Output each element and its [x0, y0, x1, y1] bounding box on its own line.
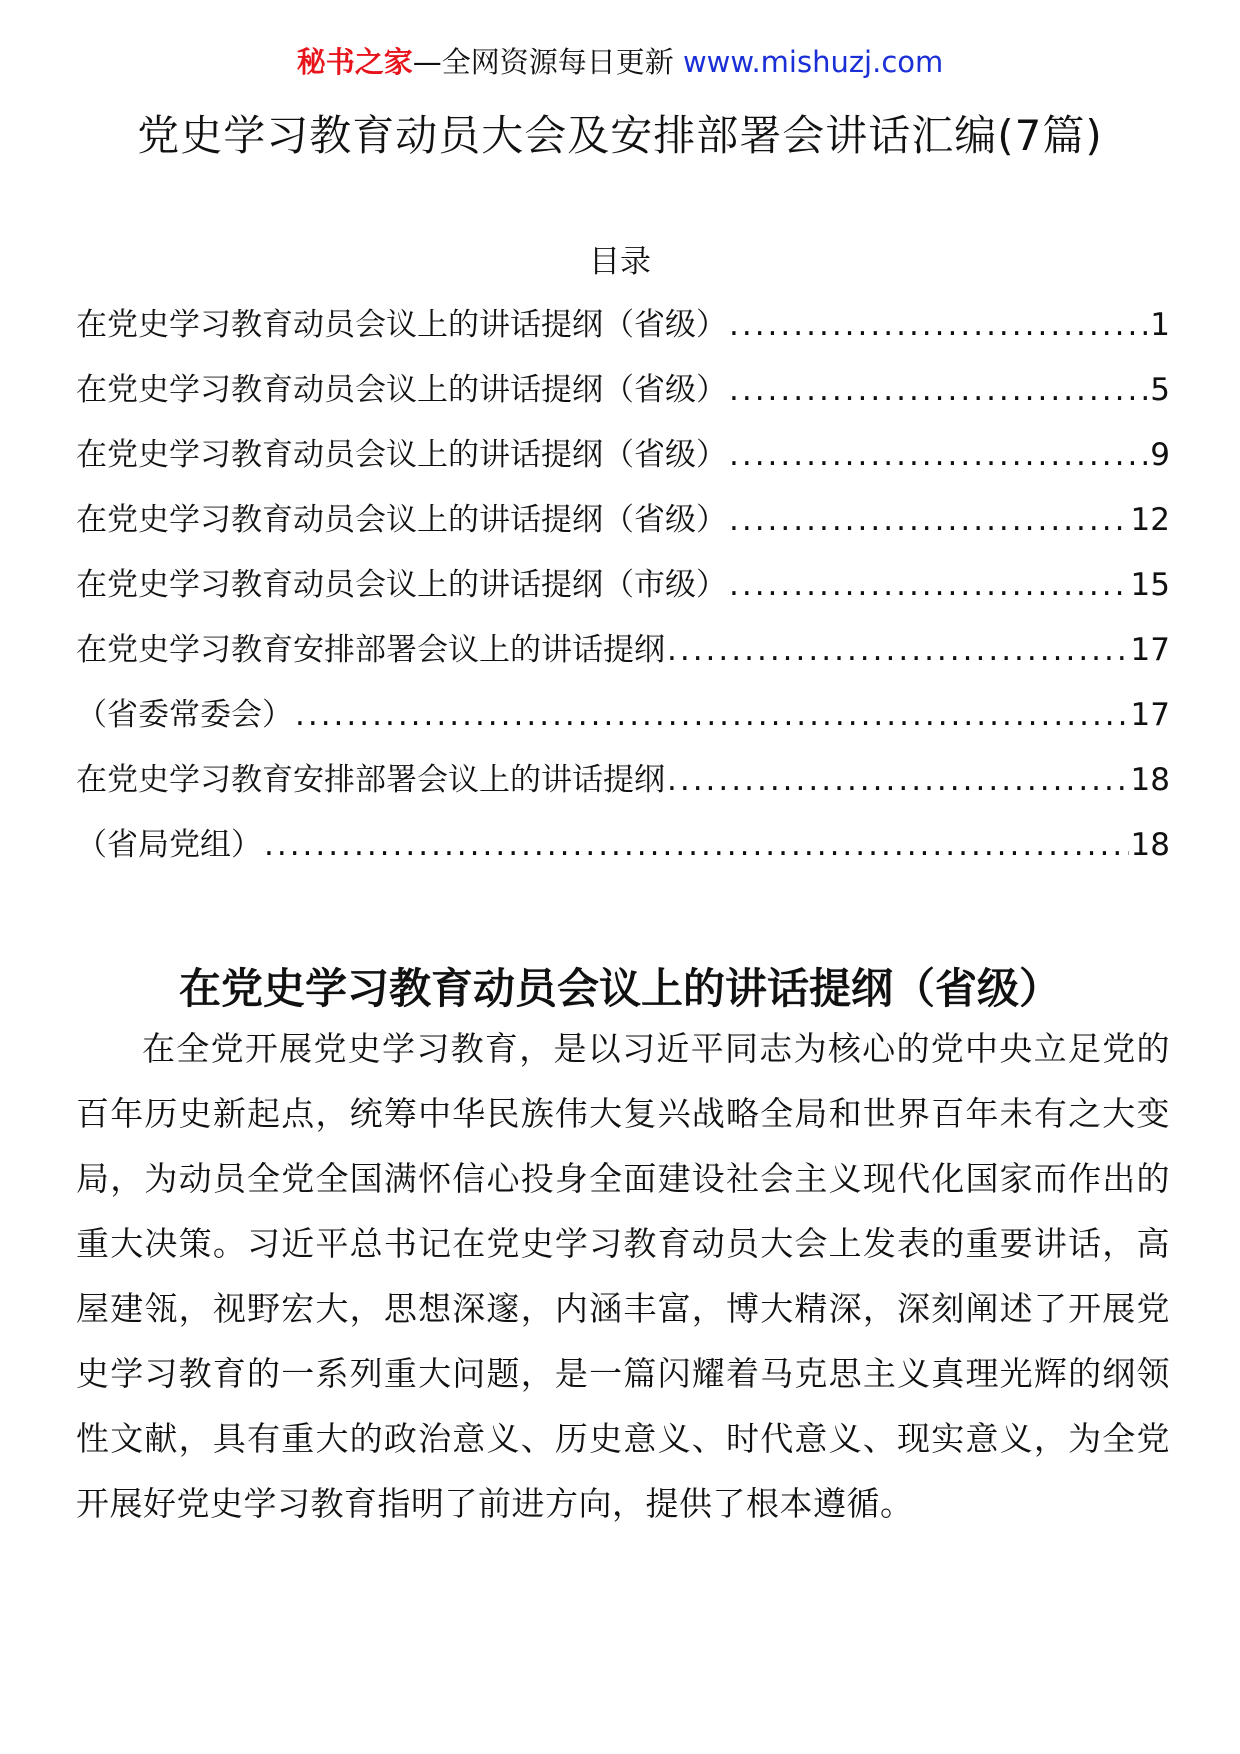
body-paragraph: 在全党开展党史学习教育，是以习近平同志为核心的党中央立足党的百年历史新起点，统筹中华民族伟大复兴战略全局和世界百年未有之大变局，为动员全党全国满怀信心投身全面建设社会主义现代化国家而作出的重大决策。习近平总书记在党史学习教育动员大会上发表的重要讲话，高屋建瓴，视野宏大，思想深邃，内涵丰富，博大精深，深刻阐述了开展党史学习教育的一系列重大问题，是一篇闪耀着马克思主义真理光辉的纲领性文献，具有重大的政治意义、历史意义、时代意义、现实意义，为全党开展好党史学习教育指明了前进方向，提供了根本遵循。 [76, 1029, 1170, 1523]
toc-dot-leader [729, 495, 1129, 545]
toc-dot-leader [729, 365, 1148, 415]
toc-page-number: 18 [1130, 827, 1170, 863]
toc-page-number: 15 [1130, 567, 1170, 603]
toc-entry-text: 在党史学习教育动员会议上的讲话提纲（市级） [76, 567, 727, 603]
toc-page-number: 18 [1130, 762, 1170, 798]
toc-dot-leader [729, 560, 1129, 610]
site-header [0, 42, 1240, 82]
toc-dot-leader [667, 755, 1129, 805]
table-of-contents [76, 300, 1170, 885]
toc-entry-text: （省委常委会） [76, 697, 293, 733]
site-url-link[interactable]: www.mishuzj.com [682, 45, 944, 79]
toc-entry-text: 在党史学习教育动员会议上的讲话提纲（省级） [76, 437, 727, 473]
document-title: 党史学习教育动员大会及安排部署会讲话汇编(7篇) [137, 111, 1103, 160]
toc-page-number: 17 [1130, 632, 1170, 668]
header-tagline: —全网资源每日更新 [412, 45, 674, 79]
section-title: 在党史学习教育动员会议上的讲话提纲（省级） [178, 964, 1061, 1013]
toc-heading: 目录 [589, 244, 651, 280]
toc-dot-leader [729, 300, 1148, 350]
toc-page-number: 12 [1130, 502, 1170, 538]
toc-page-number: 9 [1150, 437, 1170, 473]
toc-entry-text: 在党史学习教育安排部署会议上的讲话提纲 [76, 762, 665, 798]
toc-entry[interactable] [76, 820, 1170, 885]
toc-entry[interactable] [76, 755, 1170, 820]
toc-entry[interactable] [76, 495, 1170, 560]
toc-page-number: 5 [1150, 372, 1170, 408]
toc-entry-text: 在党史学习教育动员会议上的讲话提纲（省级） [76, 372, 727, 408]
toc-dot-leader [667, 625, 1129, 675]
toc-entry-text: 在党史学习教育动员会议上的讲话提纲（省级） [76, 502, 727, 538]
toc-entry-text: 在党史学习教育安排部署会议上的讲话提纲 [76, 632, 665, 668]
toc-dot-leader [729, 430, 1148, 480]
toc-entry-text: 在党史学习教育动员会议上的讲话提纲（省级） [76, 307, 727, 343]
toc-dot-leader [264, 820, 1129, 870]
toc-page-number: 1 [1150, 307, 1170, 343]
toc-dot-leader [295, 690, 1129, 740]
brand-name: 秘书之家 [296, 45, 413, 79]
toc-entry[interactable] [76, 625, 1170, 690]
toc-entry[interactable] [76, 430, 1170, 495]
toc-entry[interactable] [76, 560, 1170, 625]
toc-entry-text: （省局党组） [76, 827, 262, 863]
toc-entry[interactable] [76, 690, 1170, 755]
toc-entry[interactable] [76, 365, 1170, 430]
toc-entry[interactable] [76, 300, 1170, 365]
toc-page-number: 17 [1130, 697, 1170, 733]
